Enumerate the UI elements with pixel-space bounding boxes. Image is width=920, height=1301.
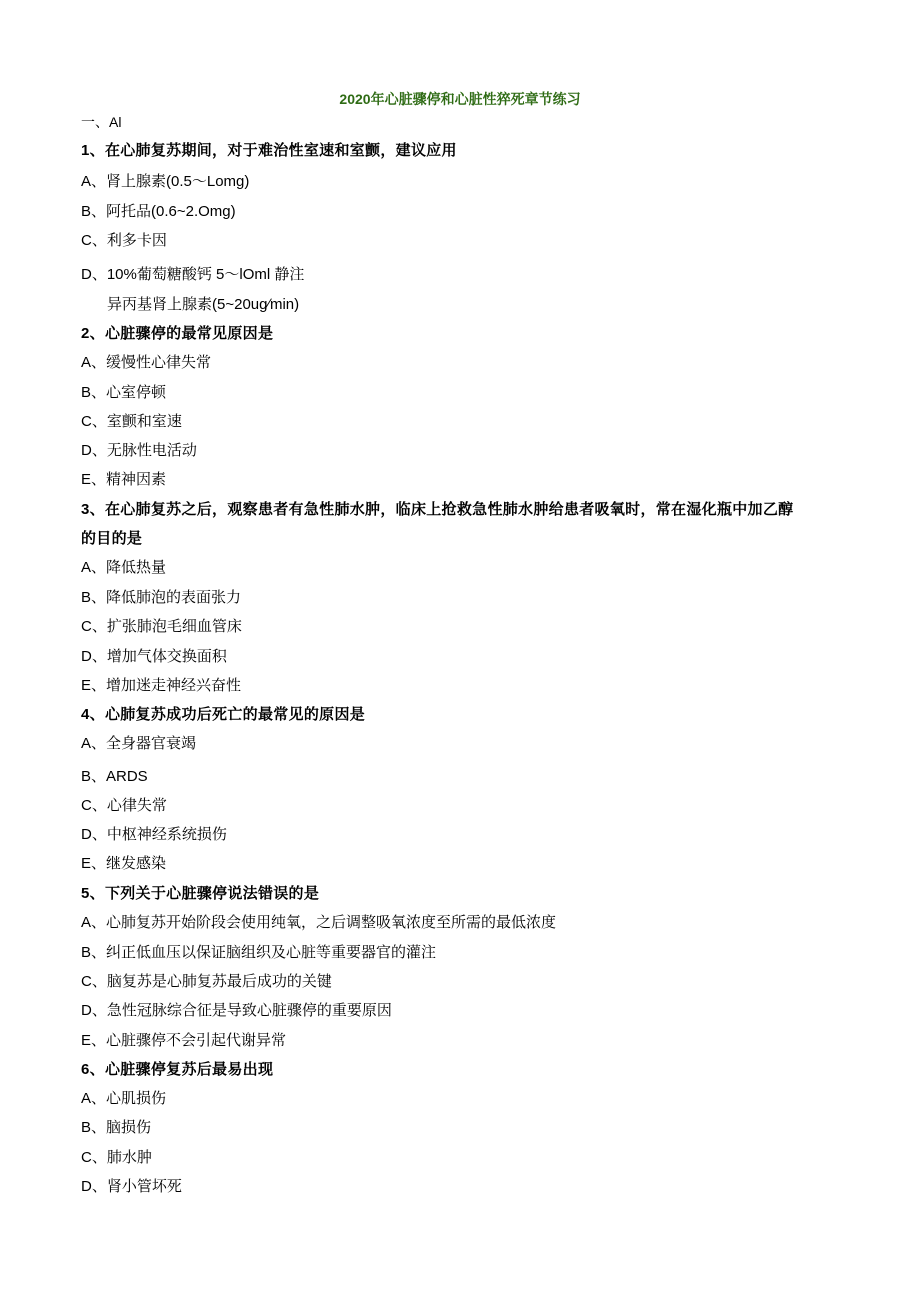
question-5-option-c: C、脑复苏是心肺复苏最后成功的关键 [81,973,332,990]
question-1-option-b: B、阿托品(0.6~2.Omg) [81,203,236,220]
question-1-option-extra: 异丙基肾上腺素(5~20ug∕min) [107,296,300,313]
question-4-option-c: C、心律失常 [81,797,167,814]
question-2-option-c: C、室颤和室速 [81,413,182,430]
question-6-option-b: B、脑损伤 [81,1119,152,1136]
question-5-option-a: A、心肺复苏开始阶段会使用纯氧，之后调整吸氧浓度至所需的最低浓度 [81,914,557,931]
question-3-option-c: C、扩张肺泡毛细血管床 [81,618,242,635]
question-3-option-b: B、降低肺泡的表面张力 [81,589,242,606]
question-4-option-a: A、全身器官衰竭 [81,735,197,752]
question-3-option-e: E、增加迷走神经兴奋性 [81,677,242,694]
question-4-option-e: E、继发感染 [81,855,167,872]
question-1-stem: 1、在心肺复苏期间，对于难治性室速和室颤，建议应用 [81,142,457,159]
question-1-option-a: A、肾上腺素(0.5～Lomg) [81,173,250,190]
document-title: 2020年心脏骤停和心脏性猝死章节练习 [339,91,581,107]
question-3-stem: 3、在心肺复苏之后，观察患者有急性肺水肿，临床上抢救急性肺水肿给患者吸氧时，常在湿化瓶中加乙醇 [81,501,794,518]
question-6-option-a: A、心肌损伤 [81,1090,167,1107]
question-5-option-b: B、纠正低血压以保证脑组织及心脏等重要器官的灌注 [81,944,437,961]
question-4-option-d: D、中枢神经系统损伤 [81,826,227,843]
question-3-option-a: A、降低热量 [81,559,167,576]
question-3-option-d: D、增加气体交换面积 [81,648,227,665]
question-5-option-d: D、急性冠脉综合征是导致心脏骤停的重要原因 [81,1002,392,1019]
question-2-option-b: B、心室停顿 [81,384,167,401]
question-5-option-e: E、心脏骤停不会引起代谢异常 [81,1032,287,1049]
section-heading: 一、Al [81,114,122,130]
question-1-option-c: C、利多卡因 [81,232,167,249]
question-2-option-d: D、无脉性电活动 [81,442,197,459]
question-5-stem: 5、下列关于心脏骤停说法错误的是 [81,885,320,902]
question-2-option-a: A、缓慢性心律失常 [81,354,212,371]
question-6-option-c: C、肺水肿 [81,1149,152,1166]
question-6-option-d: D、肾小管坏死 [81,1178,182,1195]
question-1-option-d: D、10%葡萄糖酸钙 5～lOml 静注 [81,266,305,283]
question-2-stem: 2、心脏骤停的最常见原因是 [81,325,274,342]
question-6-stem: 6、心脏骤停复苏后最易出现 [81,1061,274,1078]
question-4-option-b: B、ARDS [81,768,148,785]
question-2-option-e: E、精神因素 [81,471,167,488]
question-3-stem-continued: 的目的是 [81,530,143,547]
question-4-stem: 4、心肺复苏成功后死亡的最常见的原因是 [81,706,366,723]
